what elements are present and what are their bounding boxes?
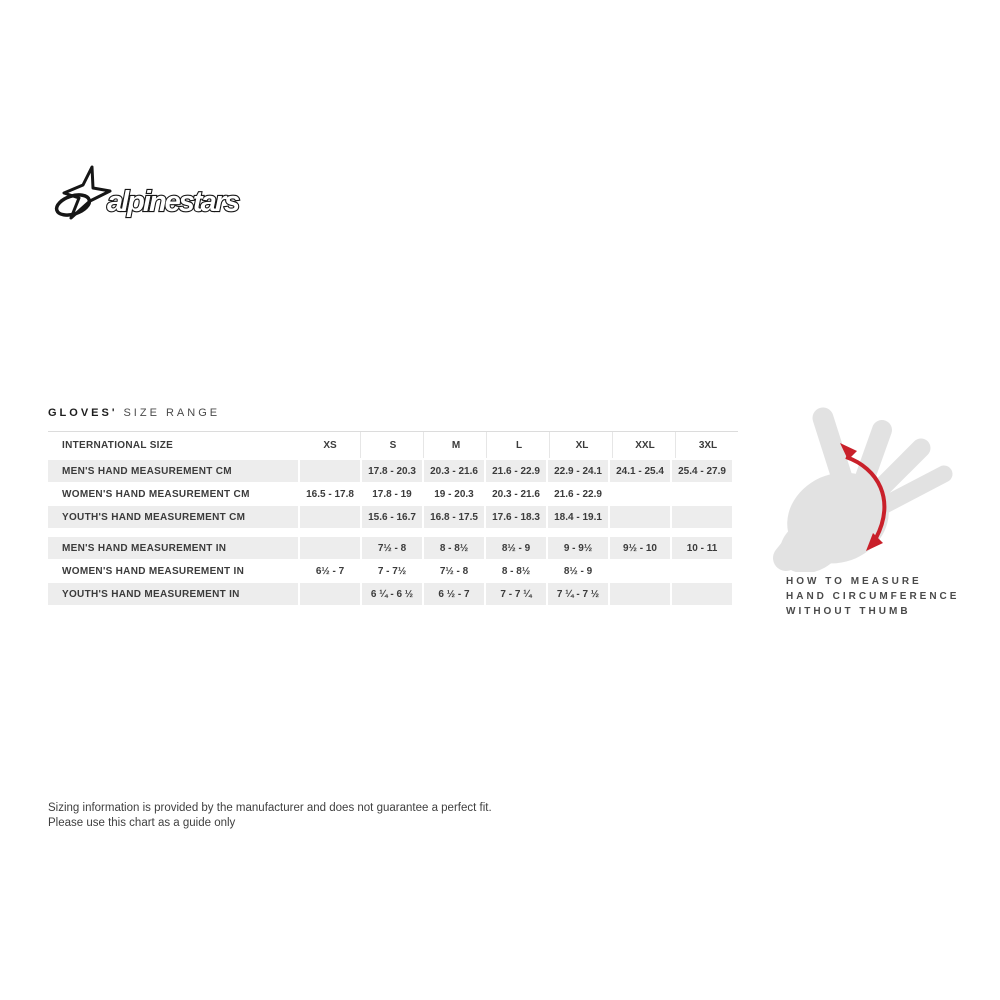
size-value-cell: 7½ - 8	[439, 565, 469, 577]
size-value-cell	[672, 560, 732, 582]
size-value-cell: 10 - 11	[672, 537, 732, 559]
alpinestars-logo	[52, 163, 242, 223]
row-label: MEN'S HAND MEASUREMENT CM	[48, 460, 298, 482]
alpinestars-logo-graphic	[52, 163, 242, 223]
size-column-header: XXL	[615, 432, 676, 458]
size-value-cell	[610, 583, 670, 605]
table-row	[48, 560, 738, 582]
table-row	[48, 583, 738, 605]
size-value-cell: 21.6 - 22.9	[486, 460, 546, 482]
size-value-cell: 7 ¼ - 7 ½	[548, 583, 608, 605]
row-label: MEN'S HAND MEASUREMENT IN	[48, 537, 298, 559]
international-size-header: INTERNATIONAL SIZE	[62, 439, 174, 451]
size-value-cell: 18.4 - 19.1	[548, 506, 608, 528]
size-value-cell: 8½ - 9	[563, 565, 593, 577]
section-title	[48, 407, 220, 419]
size-value-cell: 20.3 - 21.6	[424, 460, 484, 482]
size-value-cell: 20.3 - 21.6	[492, 488, 540, 500]
section-title-rest: SIZE RANGE	[123, 407, 221, 419]
size-value-cell: 15.6 - 16.7	[362, 506, 422, 528]
footer-line: Sizing information is provided by the manufacturer and does not guarantee a perfect fit.	[48, 802, 492, 814]
size-value-cell	[610, 483, 670, 505]
size-value-cell: 6 ¼ - 6 ½	[362, 583, 422, 605]
size-value-cell	[300, 537, 360, 559]
size-value-cell: 17.8 - 19	[372, 488, 412, 500]
row-group	[48, 537, 738, 605]
size-column-header: XL	[552, 432, 613, 458]
alpinestars-wordmark: alpinestars	[107, 186, 239, 218]
size-value-cell: 6½ - 7	[315, 565, 345, 577]
size-value-cell	[300, 506, 360, 528]
size-value-cell: 6 ½ - 7	[424, 583, 484, 605]
measure-note-line: HAND CIRCUMFERENCE	[786, 591, 960, 602]
size-value-cell: 7 - 7 ¼	[486, 583, 546, 605]
size-value-cell	[300, 583, 360, 605]
size-value-cell: 8 - 8½	[424, 537, 484, 559]
size-value-cell: 25.4 - 27.9	[672, 460, 732, 482]
row-label: WOMEN'S HAND MEASUREMENT CM	[62, 488, 250, 500]
size-value-cell	[610, 506, 670, 528]
size-value-cell: 9 - 9½	[548, 537, 608, 559]
astar-icon	[54, 167, 110, 219]
size-value-cell: 21.6 - 22.9	[554, 488, 602, 500]
size-value-cell: 8½ - 9	[486, 537, 546, 559]
size-value-cell: 7 - 7½	[377, 565, 407, 577]
measure-note	[786, 574, 959, 619]
size-value-cell	[672, 583, 732, 605]
size-value-cell: 22.9 - 24.1	[548, 460, 608, 482]
size-value-cell	[610, 560, 670, 582]
size-value-cell	[300, 460, 360, 482]
size-value-cell: 16.5 - 17.8	[306, 488, 354, 500]
size-value-cell: 8 - 8½	[501, 565, 531, 577]
size-value-cell: 7½ - 8	[362, 537, 422, 559]
size-column-header: M	[426, 432, 487, 458]
size-value-cell	[672, 483, 732, 505]
size-column-header: 3XL	[698, 439, 718, 451]
size-value-cell: 19 - 20.3	[434, 488, 474, 500]
size-header-row	[48, 431, 738, 458]
size-column-header: L	[489, 432, 550, 458]
size-column-header: S	[363, 432, 424, 458]
size-table	[48, 431, 738, 606]
size-value-cell: 17.8 - 20.3	[362, 460, 422, 482]
size-value-cell: 16.8 - 17.5	[424, 506, 484, 528]
table-row	[48, 460, 738, 482]
measure-note-line: WITHOUT THUMB	[786, 606, 911, 617]
size-value-cell: 24.1 - 25.4	[610, 460, 670, 482]
size-value-cell: 9½ - 10	[610, 537, 670, 559]
row-label: YOUTH'S HAND MEASUREMENT IN	[48, 583, 298, 605]
hand-illustration	[760, 400, 960, 572]
row-label: WOMEN'S HAND MEASUREMENT IN	[62, 565, 245, 577]
size-value-cell: 17.6 - 18.3	[486, 506, 546, 528]
table-row	[48, 483, 738, 505]
hand-icon	[770, 418, 944, 572]
footer-disclaimer	[48, 801, 492, 831]
table-body	[48, 460, 738, 605]
measure-note-line: HOW TO MEASURE	[786, 576, 922, 587]
size-value-cell	[672, 506, 732, 528]
table-row	[48, 537, 738, 559]
table-row	[48, 506, 738, 528]
row-label: YOUTH'S HAND MEASUREMENT CM	[48, 506, 298, 528]
size-column-header: XS	[300, 432, 361, 458]
row-group	[48, 460, 738, 528]
section-title-bold: GLOVES'	[48, 407, 118, 419]
footer-line: Please use this chart as a guide only	[48, 817, 236, 829]
